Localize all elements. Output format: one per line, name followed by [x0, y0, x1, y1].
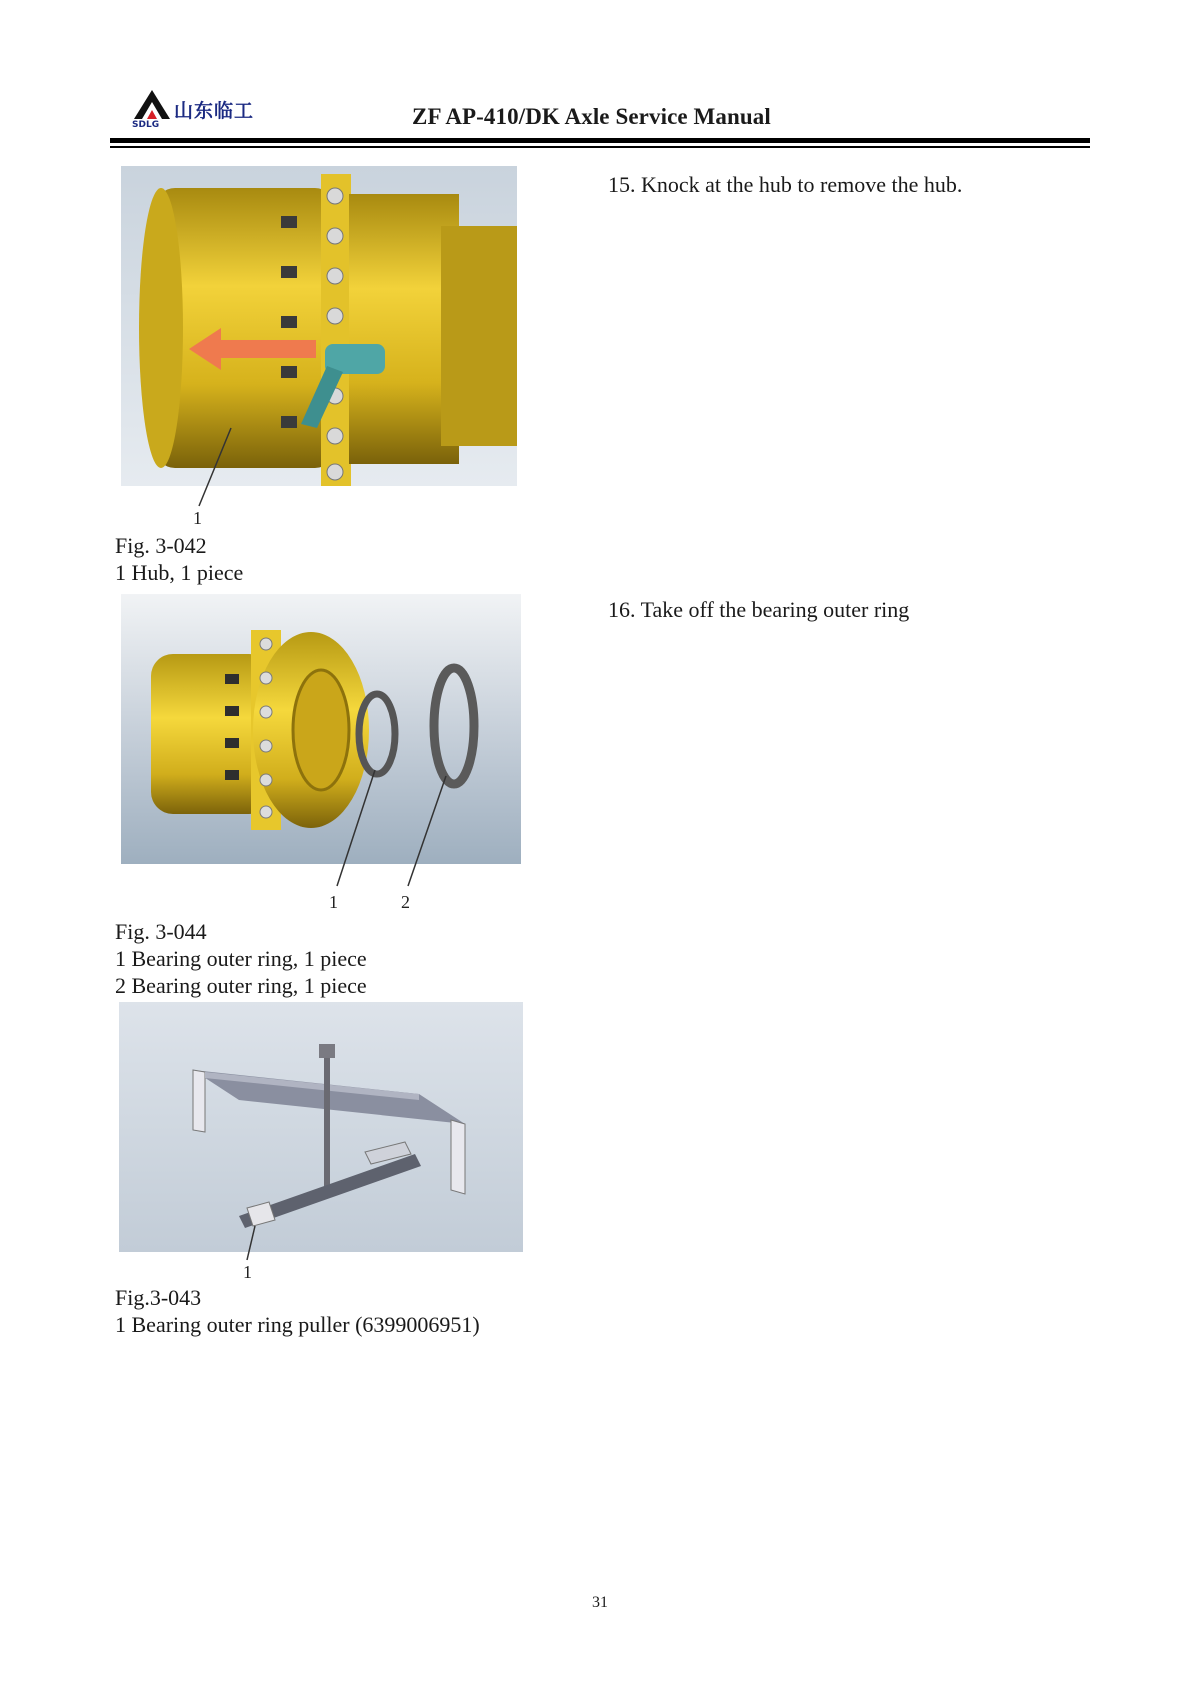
figure-item: 1 Bearing outer ring puller (6399006951): [115, 1312, 480, 1337]
header-rule-thin: [110, 146, 1090, 148]
figure-item: 1 Hub, 1 piece: [115, 560, 244, 585]
figure-hub-image: [121, 166, 517, 531]
callout-label: 1: [193, 508, 202, 526]
manual-title: ZF AP-410/DK Axle Service Manual: [412, 104, 771, 129]
callout-label: 2: [401, 892, 410, 912]
figure-caption: Fig. 3-042: [115, 533, 207, 558]
figure-puller-image: [119, 1002, 523, 1289]
logo-text-cn: 山东临工: [174, 100, 255, 122]
sdlg-logo: [130, 86, 290, 133]
step-text: 15. Knock at the hub to remove the hub.: [608, 172, 963, 197]
step-text: 16. Take off the bearing outer ring: [608, 597, 910, 622]
callout-label: 1: [243, 1262, 252, 1282]
figure-item: 1 Bearing outer ring, 1 piece: [115, 946, 367, 971]
figure-bearing-rings-image: [121, 594, 521, 921]
page-number: 31: [592, 1594, 608, 1611]
figure-item: 2 Bearing outer ring, 1 piece: [115, 973, 367, 998]
figure-caption: Fig.3-043: [115, 1285, 202, 1310]
callout-label: 1: [329, 892, 338, 912]
figure-caption: Fig. 3-044: [115, 919, 207, 944]
logo-text-en: SDLG: [132, 120, 160, 128]
header-rule: [110, 138, 1090, 143]
